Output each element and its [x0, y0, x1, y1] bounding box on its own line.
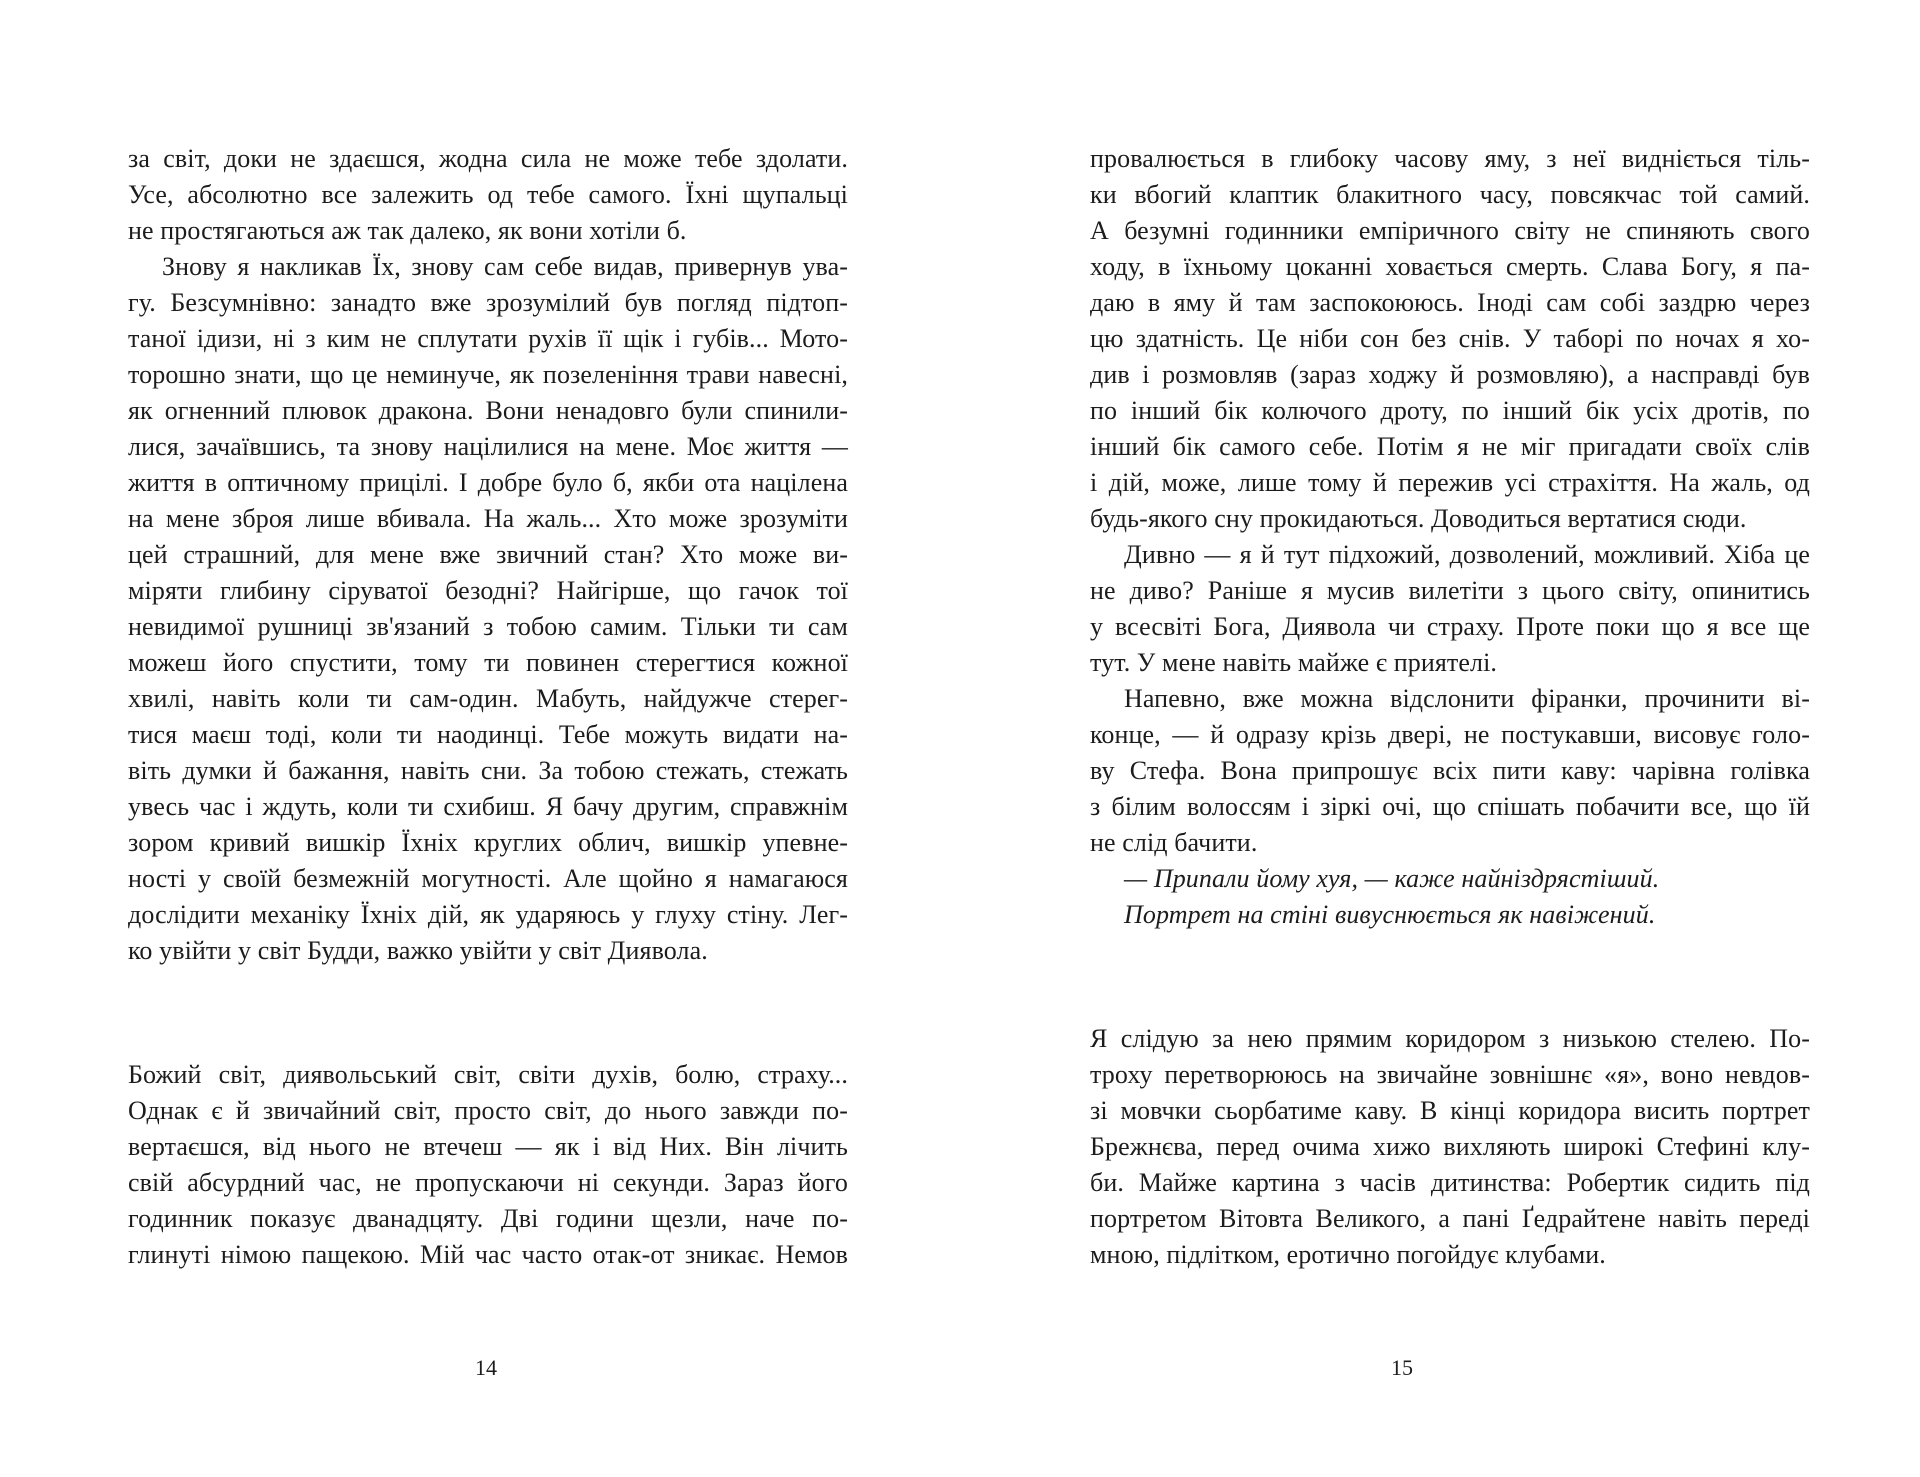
- text-line: зі мовчки сьорбатиме каву. В кінці коридора висить портрет: [1090, 1096, 1810, 1125]
- text-line: свій абсурдний час, не пропускаючи ні секунди. Зараз його: [128, 1168, 848, 1197]
- text-line: Напевно, вже можна відслонити фіранки, прочинити ві-: [1124, 684, 1810, 713]
- text-line: цей страшний, для мене вже звичний стан? Хто може ви-: [128, 540, 848, 569]
- text-line: портретом Вітовта Великого, а пані Ґедрайтене навіть переді: [1090, 1204, 1810, 1233]
- text-line: провалюється в глибоку часову яму, з неї видніється тіль-: [1090, 144, 1810, 173]
- text-line: мною, підлітком, еротично погойдує клубами.: [1090, 1240, 1606, 1269]
- text-line: таної ідизи, ні з ким не сплутати рухів її щік і губів... Мото-: [128, 324, 848, 353]
- text-line: з білим волоссям і зіркі очі, що спішать побачити все, що їй: [1090, 792, 1810, 821]
- text-line: ву Стефа. Вона припрошує всіх пити каву: чарівна голівка: [1090, 756, 1810, 785]
- text-line: ходу, в їхньому цоканні ховається смерть. Слава Богу, я па-: [1090, 252, 1810, 281]
- text-line: і дій, може, лише тому й пережив усі страхіття. На жаль, од: [1090, 468, 1810, 497]
- text-line: будь-якого сну прокидаються. Доводиться вертатися сюди.: [1090, 504, 1747, 533]
- text-line: як огненний плювок дракона. Вони ненадовго були спинили-: [128, 396, 848, 425]
- text-line: би. Майже картина з часів дитинства: Робертик сидить під: [1090, 1168, 1810, 1197]
- text-line: лися, зачаївшись, та знову націлилися на мене. Моє життя —: [128, 432, 848, 461]
- text-line: Портрет на стіні вивуснюється як навіжений.: [1124, 900, 1656, 929]
- text-line: тися маєш тоді, коли ти наодинці. Тебе можуть видати на-: [128, 720, 848, 749]
- text-line: Божий світ, диявольський світ, світи духів, болю, страху...: [128, 1060, 848, 1089]
- dialogue-line: — Припали йому хуя, — каже найніздрястіший.: [1124, 864, 1660, 893]
- text-line: глинуті німою пащекою. Мій час часто отак-от зникає. Немов: [128, 1240, 848, 1269]
- text-line: не диво? Раніше я мусив вилетіти з цього світу, опинитись: [1090, 576, 1810, 605]
- text-line: у всесвіті Бога, Диявола чи страху. Проте поки що я все ще: [1090, 612, 1810, 641]
- text-line: див і розмовляв (зараз ходжу й розмовляю), а насправді був: [1090, 360, 1810, 389]
- text-line: Дивно — я й тут підхожий, дозволений, можливий. Хіба це: [1124, 540, 1810, 569]
- text-line: Брежнєва, перед очима хижо вихляють широкі Стефині клу-: [1090, 1132, 1810, 1161]
- text-line: хвилі, навіть коли ти сам-один. Мабуть, найдужче стерег-: [128, 684, 848, 713]
- text-line: життя в оптичному прицілі. І добре було б, якби ота націлена: [128, 468, 848, 497]
- text-line: годинник показує дванадцяту. Дві години щезли, наче по-: [128, 1204, 848, 1233]
- text-line: троху перетворююсь на звичайне зовнішнє «я», воно невдов-: [1090, 1060, 1810, 1089]
- text-line: даю в яму й там заспокоююсь. Іноді сам собі заздрю через: [1090, 288, 1810, 317]
- text-line: за світ, доки не здаєшся, жодна сила не може тебе здолати.: [128, 144, 848, 173]
- page-number: 14: [475, 1355, 497, 1380]
- text-line: міряти глибину сіруватої безодні? Найгірше, що гачок тої: [128, 576, 848, 605]
- text-line: ки вбогий клаптик блакитного часу, повсякчас той самий.: [1090, 180, 1810, 209]
- text-line: можеш його спустити, тому ти повинен стерегтися кожної: [128, 648, 848, 677]
- text-line: А безумні годинники емпіричного світу не спиняють свого: [1090, 216, 1810, 245]
- right-page: [960, 0, 1920, 1477]
- text-line: не слід бачити.: [1090, 828, 1258, 857]
- text-line: торошно знати, що це неминуче, як позеленіння трави навесні,: [128, 360, 848, 389]
- text-line: тут. У мене навіть майже є приятелі.: [1090, 648, 1497, 677]
- text-line: Усе, абсолютно все залежить од тебе самого. Їхні щупальці: [128, 180, 848, 209]
- text-line: гу. Безсумнівно: занадто вже зрозумілий був погляд підтоп-: [128, 288, 848, 317]
- text-line: не простягаються аж так далеко, як вони хотіли б.: [128, 216, 687, 245]
- text-line: по інший бік колючого дроту, по інший бік усіх дротів, по: [1090, 396, 1810, 425]
- text-line: увесь час і ждуть, коли ти схибиш. Я бачу другим, справжнім: [128, 792, 848, 821]
- text-line: ності у своїй безмежній могутності. Але щойно я намагаюся: [128, 864, 848, 893]
- text-line: на мене зброя лише вбивала. На жаль... Хто може зрозуміти: [128, 504, 848, 533]
- text-line: цю здатність. Це ніби сон без снів. У таборі по ночах я хо-: [1090, 324, 1810, 353]
- page-number: 15: [1391, 1355, 1413, 1380]
- text-line: Знову я накликав Їх, знову сам себе видав, привернув ува-: [162, 252, 848, 281]
- text-line: зором кривий вишкір Їхніх круглих облич, вишкір упевне-: [128, 828, 848, 857]
- text-line: Я слідую за нею прямим коридором з низькою стелею. По-: [1090, 1024, 1810, 1053]
- text-line: дослідити механіку Їхніх дій, як ударяюсь у глуху стіну. Лег-: [128, 900, 848, 929]
- text-line: вертаєшся, від нього не втечеш — як і від Них. Він лічить: [128, 1132, 848, 1161]
- text-line: віть думки й бажання, навіть сни. За тобою стежать, стежать: [128, 756, 848, 785]
- text-line: Однак є й звичайний світ, просто світ, до нього завжди по-: [128, 1096, 848, 1125]
- text-line: ко увійти у світ Будди, важко увійти у світ Диявола.: [128, 936, 708, 965]
- text-line: конце, — й одразу крізь двері, не постукавши, висовує голо-: [1090, 720, 1810, 749]
- text-line: інший бік самого себе. Потім я не міг пригадати своїх слів: [1090, 432, 1810, 461]
- text-line: невидимої рушниці зв'язаний з тобою самим. Тільки ти сам: [128, 612, 848, 641]
